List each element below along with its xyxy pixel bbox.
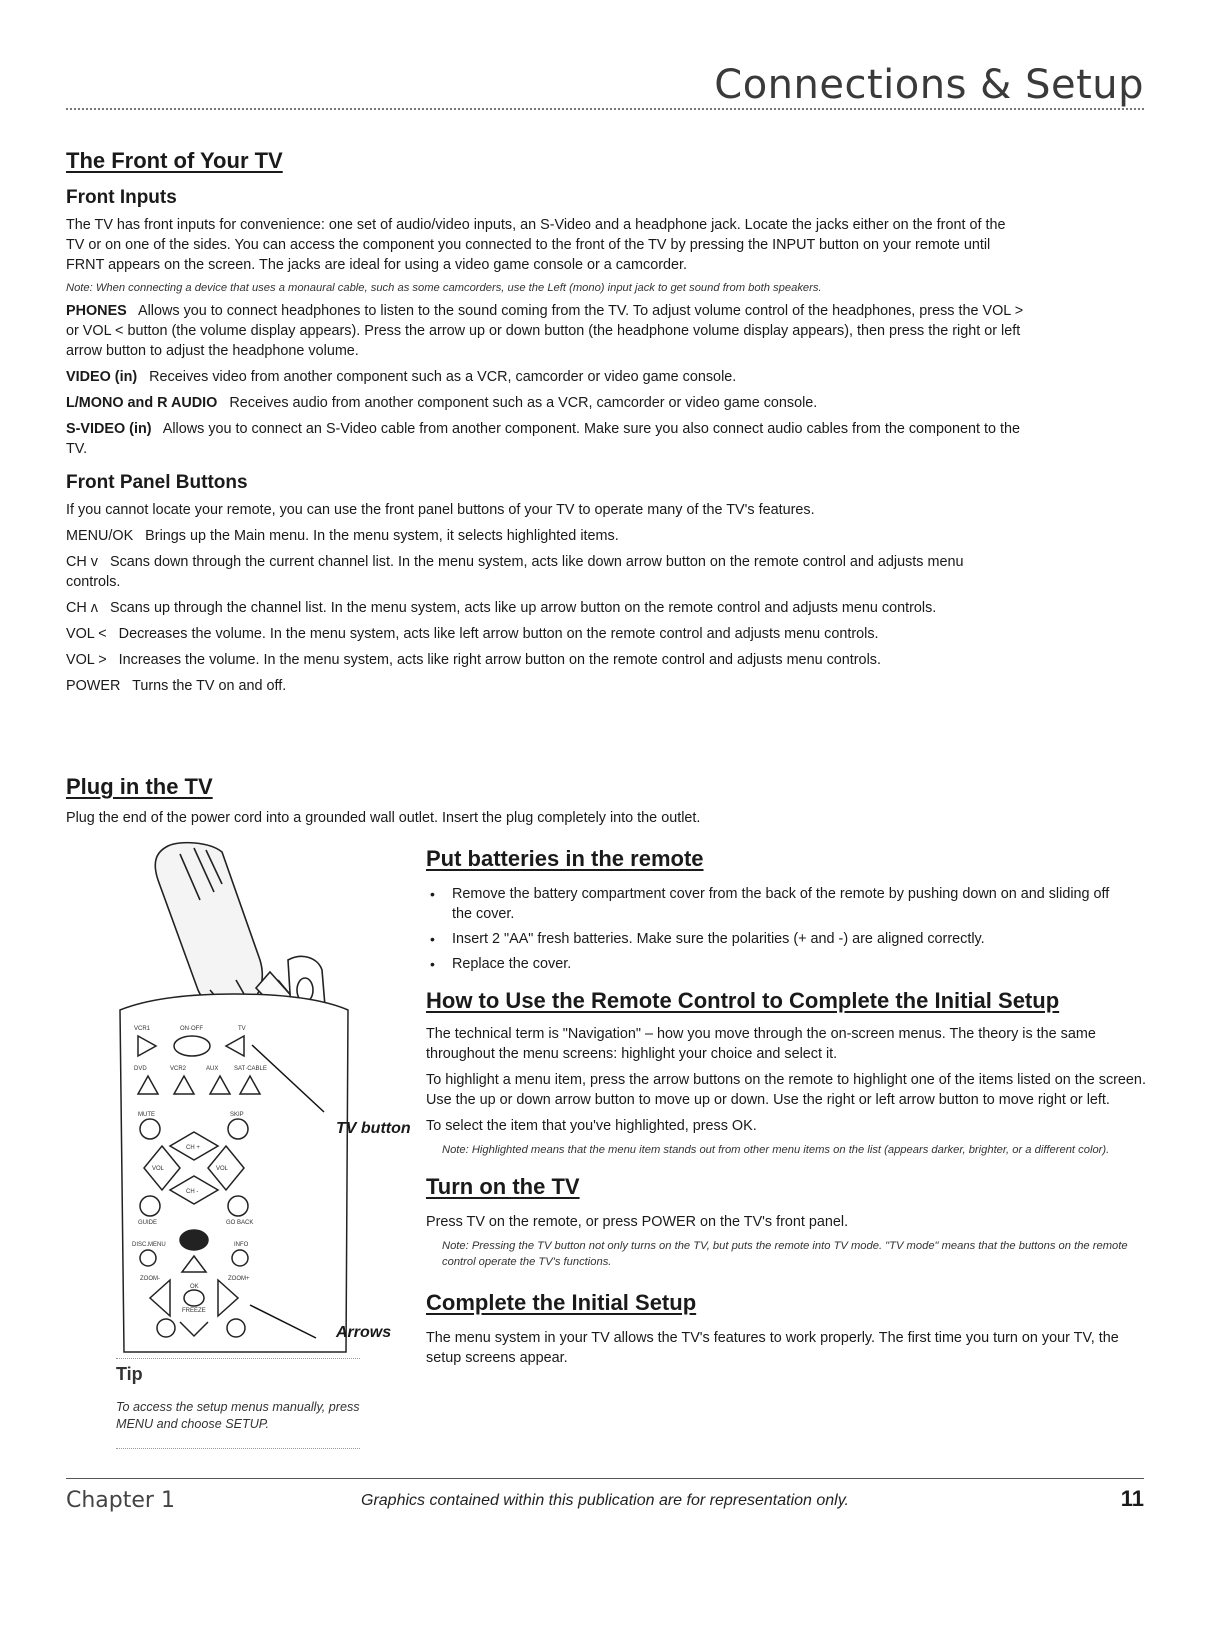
label-satcable: SAT·CABLE bbox=[234, 1066, 267, 1072]
remote-body bbox=[120, 994, 348, 1352]
batteries-step-3: • Replace the cover. bbox=[426, 954, 1126, 974]
page-header-title: Connections & Setup bbox=[714, 62, 1144, 108]
right-column bbox=[426, 846, 1146, 1368]
tip-title: Tip bbox=[116, 1364, 143, 1384]
term-video-in: VIDEO (in) bbox=[66, 369, 138, 385]
remote-nav-note: Note: Highlighted means that the menu item stands out from other menu items on the list (appears darker, brighter, or a different color). bbox=[442, 1144, 1110, 1156]
item-video-in bbox=[66, 367, 1146, 387]
desc-svideo-in: Allows you to connect an S-Video cable from another component. Make sure you also connect audio cables from the component to the TV. bbox=[66, 421, 1021, 457]
batteries-step-1: • Remove the battery compartment cover from the back of the remote by pushing down on and sliding off the cover. bbox=[426, 884, 1126, 924]
label-discmenu: DISC.MENU bbox=[132, 1242, 166, 1248]
callout-tv-button: TV button bbox=[336, 1120, 411, 1137]
remote-nav-p3: To select the item that you've highlighted, press OK. bbox=[426, 1118, 757, 1134]
label-dvd: DVD bbox=[134, 1066, 147, 1072]
term-svideo-in: S-VIDEO (in) bbox=[66, 421, 152, 437]
complete-setup-text: The menu system in your TV allows the TV's features to work properly. The first time you turn on your TV, the setup screens appear. bbox=[426, 1330, 1119, 1366]
front-inputs-note: Note: When connecting a device that uses a monaural cable, such as some camcorders, use the Left (mono) input jack to get sound from both speakers. bbox=[66, 282, 822, 294]
page-number: 11 bbox=[1120, 1486, 1144, 1511]
footer-chapter: Chapter 1 bbox=[66, 1488, 175, 1513]
label-mute: MUTE bbox=[138, 1112, 155, 1118]
remote-nav-p2: To highlight a menu item, press the arrow buttons on the remote to highlight one of the items listed on the screen. Use the up or down arrow button to move up or down. Use the right or left arrow button to move right or left. bbox=[426, 1072, 1146, 1108]
heading-complete-setup: Complete the Initial Setup bbox=[426, 1290, 697, 1315]
label-onoff: ON·OFF bbox=[180, 1026, 203, 1032]
label-goback: GO BACK bbox=[226, 1220, 254, 1226]
term-vol-down: VOL < bbox=[66, 626, 107, 642]
plug-text: Plug the end of the power cord into a grounded wall outlet. Insert the plug completely into the outlet. bbox=[66, 810, 701, 826]
batteries-list bbox=[426, 884, 1126, 974]
label-ch-down: CH - bbox=[186, 1189, 199, 1195]
item-power bbox=[66, 676, 1146, 696]
turn-on-text: Press TV on the remote, or press POWER on the TV's front panel. bbox=[426, 1214, 849, 1230]
label-vcr1: VCR1 bbox=[134, 1026, 151, 1032]
term-audio-in: L/MONO and R AUDIO bbox=[66, 395, 218, 411]
item-audio-in bbox=[66, 393, 1146, 413]
remote-illustration bbox=[110, 840, 420, 1645]
header-divider bbox=[66, 108, 1144, 110]
section-front-tv bbox=[66, 148, 1146, 696]
label-ch-up: CH + bbox=[186, 1145, 200, 1151]
item-phones bbox=[66, 301, 1036, 361]
remote-nav-p1: The technical term is "Navigation" – how you move through the on-screen menus. The theory is the same throughout the menu screens: highlight your choice and select it. bbox=[426, 1026, 1096, 1062]
term-ch-down: CH v bbox=[66, 554, 98, 570]
item-ch-up bbox=[66, 598, 1016, 618]
label-vcr2: VCR2 bbox=[170, 1066, 187, 1072]
desc-vol-up: Increases the volume. In the menu system, acts like right arrow button on the remote control and adjusts menu controls. bbox=[118, 652, 881, 668]
desc-video-in: Receives video from another component such as a VCR, camcorder or video game console. bbox=[149, 369, 737, 385]
desc-phones: Allows you to connect headphones to listen to the sound coming from the TV. To adjust volume control of the headphones, press the VOL > or VOL < button (the volume display appears). Press the arrow up or down button (the headphone volume display appears), then press the right or left arrow button to adjust the headphone volume. bbox=[66, 303, 1024, 359]
batteries-step-2: • Insert 2 "AA" fresh batteries. Make sure the polarities (+ and -) are aligned correctly. bbox=[426, 929, 1126, 949]
term-ch-up: CH ʌ bbox=[66, 600, 98, 616]
footer-disclaimer: Graphics contained within this publication are for representation only. bbox=[361, 1492, 849, 1509]
section-plug bbox=[66, 774, 1146, 828]
item-ch-down bbox=[66, 552, 1016, 592]
heading-front-panel: Front Panel Buttons bbox=[66, 472, 248, 493]
label-info: INFO bbox=[234, 1242, 249, 1248]
front-inputs-intro: The TV has front inputs for convenience: one set of audio/video inputs, an S-Video and a headphone jack. Locate the jacks either on the front of the TV or on one of the sides. You can access the component you connected to the front of the TV by pressing the INPUT button on your remote until FRNT appears on the screen. The jacks are ideal for using a video game console or a camcorder. bbox=[66, 217, 1006, 273]
heading-remote-nav: How to Use the Remote Control to Complete the Initial Setup bbox=[426, 988, 1060, 1013]
label-zoom-left: ZOOM- bbox=[140, 1276, 160, 1282]
label-tv: TV bbox=[238, 1026, 246, 1032]
term-menu-ok: MENU/OK bbox=[66, 528, 134, 544]
label-skip: SKIP bbox=[230, 1112, 244, 1118]
label-ok: OK bbox=[190, 1284, 199, 1290]
heading-front-inputs: Front Inputs bbox=[66, 187, 177, 208]
heading-front-tv: The Front of Your TV bbox=[66, 148, 283, 173]
label-freeze: FREEZE bbox=[182, 1308, 206, 1314]
desc-power: Turns the TV on and off. bbox=[132, 678, 287, 694]
term-power: POWER bbox=[66, 678, 121, 694]
label-vol-right: VOL bbox=[216, 1166, 229, 1172]
tip-top-rule bbox=[116, 1358, 360, 1359]
heading-turn-on: Turn on the TV bbox=[426, 1174, 580, 1199]
heading-batteries: Put batteries in the remote bbox=[426, 846, 704, 871]
label-zoom-right: ZOOM+ bbox=[228, 1276, 250, 1282]
tip-box bbox=[116, 1364, 376, 1433]
term-phones: PHONES bbox=[66, 303, 127, 319]
label-guide: GUIDE bbox=[138, 1220, 158, 1226]
item-vol-up bbox=[66, 650, 1146, 670]
heading-plug: Plug in the TV bbox=[66, 774, 213, 799]
desc-vol-down: Decreases the volume. In the menu system, acts like left arrow button on the remote control and adjusts menu controls. bbox=[118, 626, 879, 642]
footer-divider bbox=[66, 1478, 1144, 1479]
term-vol-up: VOL > bbox=[66, 652, 107, 668]
desc-audio-in: Receives audio from another component such as a VCR, camcorder or video game console. bbox=[229, 395, 818, 411]
callout-arrows: Arrows bbox=[336, 1324, 392, 1341]
item-vol-down bbox=[66, 624, 1146, 644]
label-aux: AUX bbox=[206, 1066, 219, 1072]
front-panel-intro: If you cannot locate your remote, you can use the front panel buttons of your TV to operate many of the TV's features. bbox=[66, 502, 815, 518]
turn-on-note: Note: Pressing the TV button not only turns on the TV, but puts the remote into TV mode. "TV mode" means that the buttons on the remote control operate the TV's functions. bbox=[442, 1240, 1128, 1268]
tip-bottom-rule bbox=[116, 1448, 360, 1449]
item-svideo-in bbox=[66, 419, 1026, 459]
label-vol-left: VOL bbox=[152, 1166, 165, 1172]
desc-menu-ok: Brings up the Main menu. In the menu system, it selects highlighted items. bbox=[145, 528, 619, 544]
desc-ch-down: Scans down through the current channel list. In the menu system, acts like down arrow button on the remote control and adjusts menu controls. bbox=[66, 554, 964, 590]
tip-text: To access the setup menus manually, press MENU and choose SETUP. bbox=[116, 1400, 360, 1431]
desc-ch-up: Scans up through the channel list. In the menu system, acts like up arrow button on the remote control and adjusts menu controls. bbox=[109, 600, 937, 616]
item-menu-ok bbox=[66, 526, 1146, 546]
